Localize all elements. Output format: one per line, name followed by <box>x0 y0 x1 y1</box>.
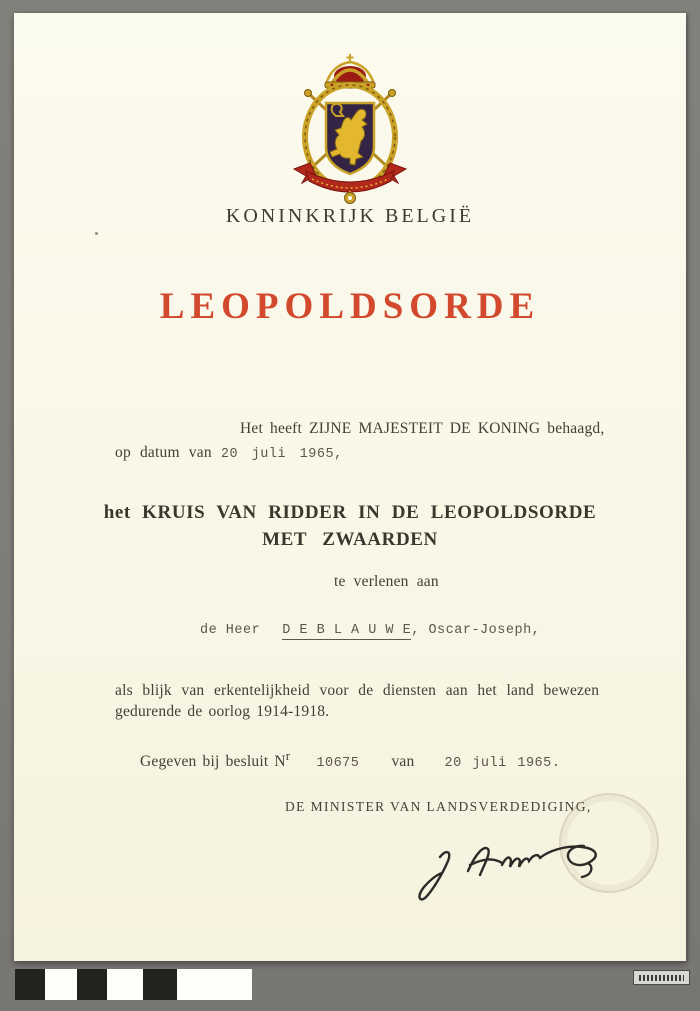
date-prefix-text: op datum van <box>115 444 212 461</box>
calibration-square-white <box>107 969 143 1000</box>
line-royal-pleasure-text: Het heeft ZIJNE MAJESTEIT DE KONING behaagd, <box>240 420 605 437</box>
calibration-square-black <box>15 969 45 1000</box>
typed-decree-date2: 20 juli 1965. <box>444 756 561 772</box>
decree-prefix-text: Gegeven bij besluit $N^r$ <box>140 748 291 771</box>
award-title-line2: MET ZWAARDEN <box>262 529 438 550</box>
typed-decree-date: 20 juli 1965, <box>220 447 343 462</box>
order-title: LEOPOLDSORDE <box>159 286 541 327</box>
recipient-suffix-text: , Oscar-Joseph, <box>411 623 541 638</box>
recipient-line <box>200 623 540 638</box>
decree-middle-text: van <box>391 753 415 771</box>
reason-line2: gedurende de oorlog 1914-1918. <box>115 703 330 720</box>
archive-label <box>633 970 690 985</box>
minister-title-line: DE MINISTER VAN LANDSVERDEDIGING, <box>285 799 592 814</box>
belgian-coat-of-arms-icon <box>280 53 420 205</box>
minister-signature <box>402 813 614 909</box>
decree-line <box>140 748 560 771</box>
calibration-bar-white <box>177 969 252 1000</box>
certificate-page <box>14 13 686 961</box>
line-royal-pleasure <box>240 420 604 438</box>
typed-decree-number: 10675 <box>316 756 360 772</box>
decree-number-sign: r <box>285 748 291 763</box>
archive-label-code <box>639 975 684 981</box>
kingdom-title: KONINKRIJK BELGIË <box>225 205 475 227</box>
recipient-surname-text: D E B L A U W E <box>282 623 412 638</box>
calibration-square-black <box>77 969 107 1000</box>
paper-speck <box>95 232 98 235</box>
calibration-square-black <box>143 969 177 1000</box>
line-decree-date <box>115 444 343 462</box>
award-title-line1: het KRUIS VAN RIDDER IN DE LEOPOLDSORDE <box>103 502 597 523</box>
calibration-square-white <box>45 969 77 1000</box>
reason-line1: als blijk van erkentelijkheid voor de diensten aan het land bewezen <box>115 682 600 699</box>
grant-line: te verlenen aan <box>334 573 439 590</box>
recipient-prefix-text: de Heer <box>200 623 261 638</box>
